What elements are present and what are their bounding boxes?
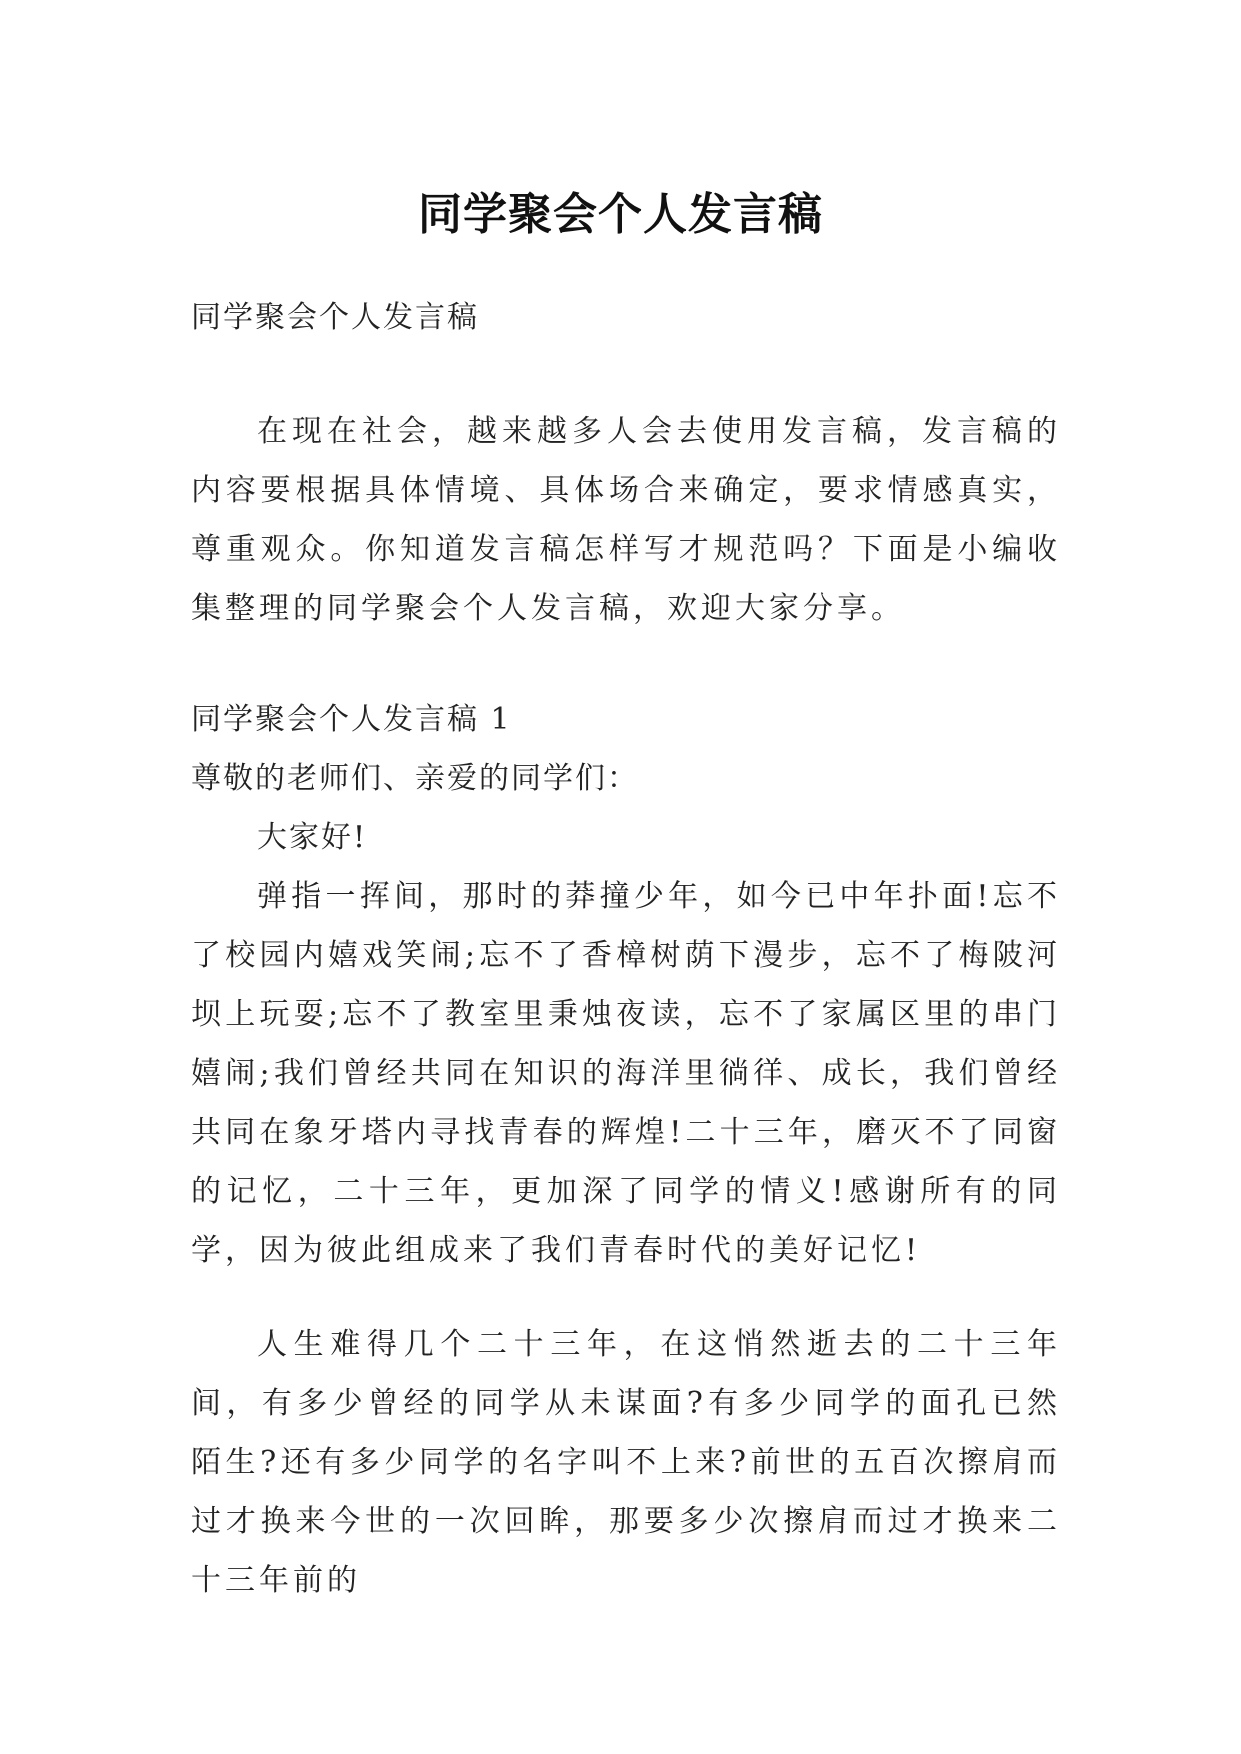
greeting: 大家好! [257, 820, 368, 855]
document-subtitle: 同学聚会个人发言稿 [191, 300, 479, 335]
intro-paragraph: 在现在社会，越来越多人会去使用发言稿，发言稿的内容要根据具体情境、具体场合来确定，要求情感真实，尊重观众。你知道发言稿怎样写才规范吗？下面是小编收集整理的同学聚会个人发言稿，欢迎大家分享。 [191, 414, 1061, 626]
body-paragraph: 弹指一挥间，那时的莽撞少年，如今已中年扑面!忘不了校园内嬉戏笑闹;忘不了香樟树荫下漫步，忘不了梅陂河坝上玩耍;忘不了教室里秉烛夜读，忘不了家属区里的串门嬉闹;我们曾经共同在知识的海洋里徜徉、成长，我们曾经共同在象牙塔内寻找青春的辉煌!二十三年，磨灭不了同窗的记忆，二十三年，更加深了同学的情义!感谢所有的同学，因为彼此组成来了我们青春时代的美好记忆! [191, 879, 1061, 1268]
body-paragraph: 人生难得几个二十三年，在这悄然逝去的二十三年间，有多少曾经的同学从未谋面?有多少同学的面孔已然陌生?还有多少同学的名字叫不上来?前世的五百次擦肩而过才换来今世的一次回眸，那要多少次擦肩而过才换来二十三年前的 [191, 1327, 1061, 1598]
document-title: 同学聚会个人发言稿 [418, 189, 823, 241]
section-heading: 同学聚会个人发言稿 1 [191, 702, 512, 737]
salutation: 尊敬的老师们、亲爱的同学们： [191, 761, 639, 796]
